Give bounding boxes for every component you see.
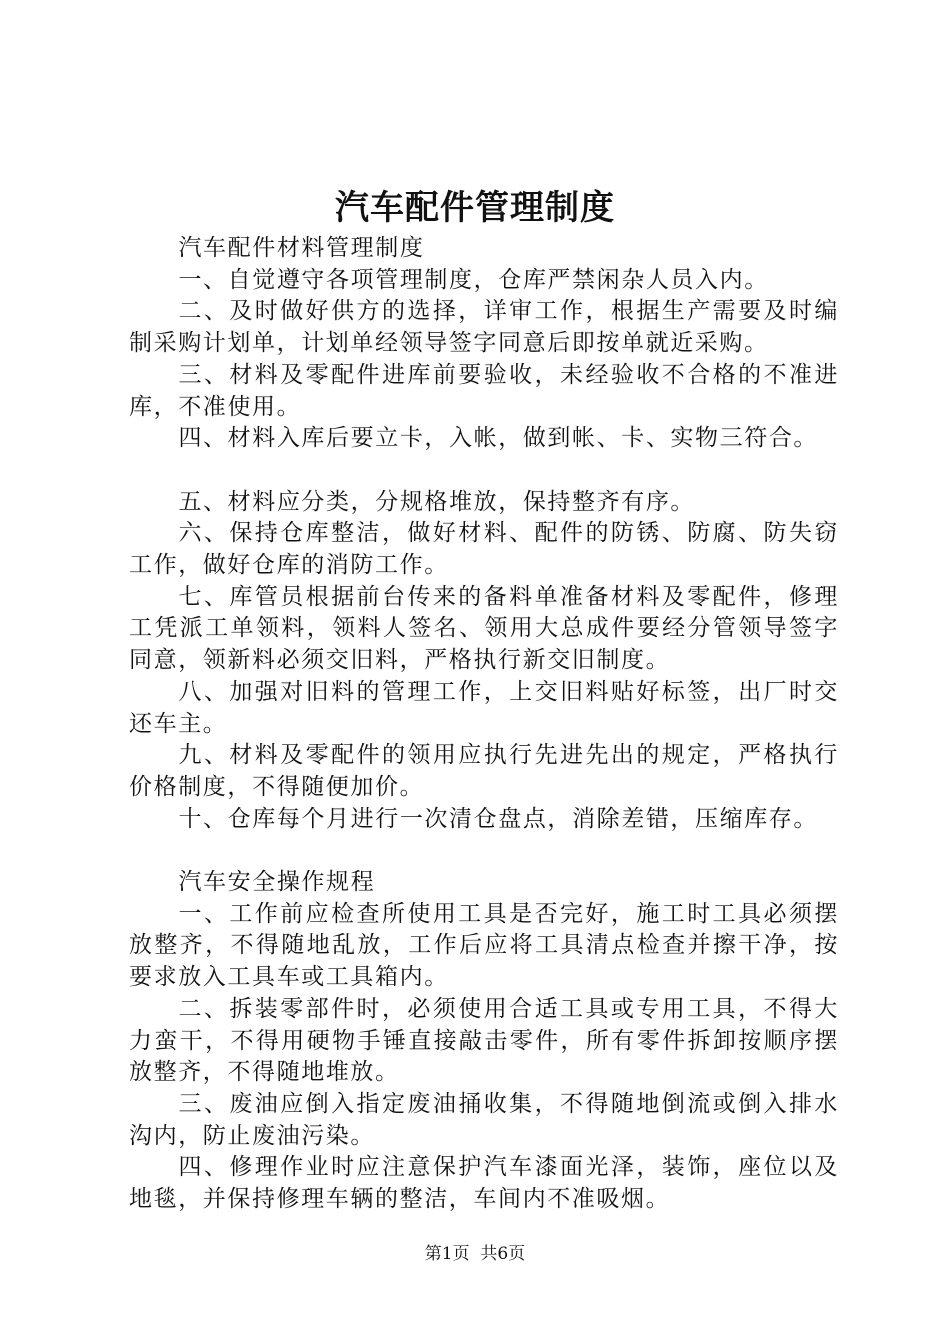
safety-rule-3: 三、废油应倒入指定废油捅收集，不得随地倒流或倒入排水沟内，防止废油污染。 — [129, 1090, 839, 1149]
document-body — [129, 233, 839, 1216]
document-title: 汽车配件管理制度 — [335, 188, 615, 228]
safety-rule-4: 四、修理作业时应注意保护汽车漆面光泽，装饰，座位以及地毯，并保持修理车辆的整洁，车间内不准吸烟。 — [129, 1154, 839, 1213]
paragraph-gap — [129, 455, 839, 487]
materials-rule-9: 九、材料及零配件的领用应执行先进先出的规定，严格执行价格制度，不得随便加价。 — [129, 742, 839, 800]
materials-rule-3: 三、材料及零配件进库前要验收，未经验收不合格的不准进库，不准使用。 — [129, 361, 839, 420]
materials-rule-2: 二、及时做好供方的选择，详审工作，根据生产需要及时编制采购计划单，计划单经领导签字同意后即按单就近采购。 — [129, 298, 839, 357]
materials-rule-5: 五、材料应分类，分规格堆放，保持整齐有序。 — [178, 488, 696, 515]
materials-rule-10: 十、仓库每个月进行一次清仓盘点，消除差错，压缩库存。 — [178, 805, 819, 832]
page-number-total: 共6页 — [480, 1244, 526, 1264]
materials-rule-6: 六、保持仓库整洁，做好材料、配件的防锈、防腐、防失窃工作，做好仓库的消防工作。 — [129, 520, 839, 579]
page-number-current: 第1页 — [424, 1244, 470, 1264]
page-footer — [0, 1242, 950, 1266]
materials-rule-8: 八、加强对旧料的管理工作，上交旧料贴好标签，出厂时交还车主。 — [129, 678, 839, 737]
section-heading-materials: 汽车配件材料管理制度 — [178, 235, 425, 261]
section-heading-safety: 汽车安全操作规程 — [178, 869, 376, 896]
paragraph-gap — [129, 835, 839, 867]
materials-rule-7: 七、库管员根据前台传来的备料单准备材料及零配件，修理工凭派工单领料，领料人签名、领用大总成件要经分管领导签字同意，领新料必须交旧料，严格执行新交旧制度。 — [129, 583, 839, 674]
materials-rule-4: 四、材料入库后要立卡，入帐，做到帐、卡、实物三符合。 — [178, 425, 819, 452]
safety-rule-1: 一、工作前应检查所使用工具是否完好，施工时工具必须摆放整齐，不得随地乱放，工作后应将工具清点检查并擦干净，按要求放入工具车或工具箱内。 — [129, 900, 839, 991]
safety-rule-2: 二、拆装零部件时，必须使用合适工具或专用工具，不得大力蛮干，不得用硬物手锤直接敲击零件，所有零件拆卸按顺序摆放整齐，不得随地堆放。 — [129, 995, 839, 1086]
materials-rule-1: 一、自觉遵守各项管理制度，仓库严禁闲杂人员入内。 — [178, 266, 769, 293]
